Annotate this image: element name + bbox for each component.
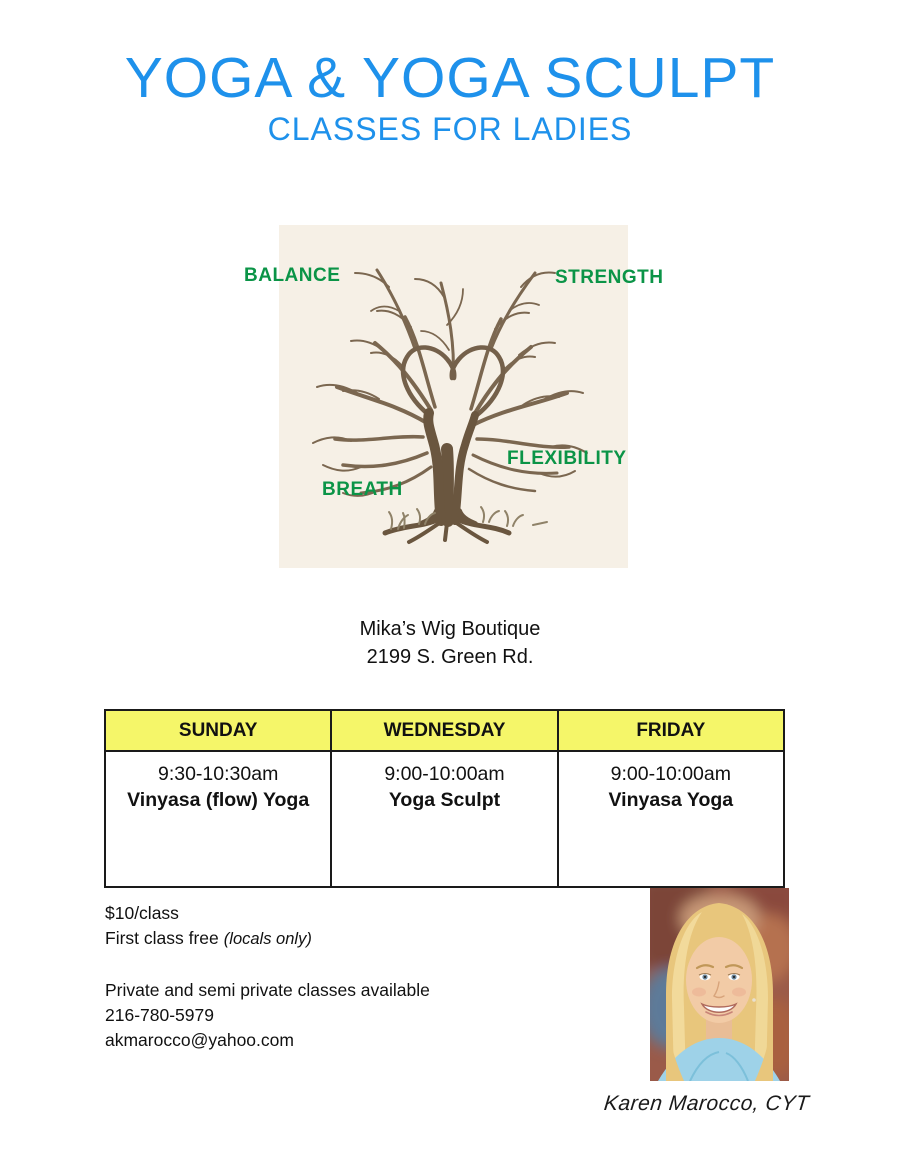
day-header-sunday: SUNDAY bbox=[105, 710, 331, 751]
schedule-cell-wednesday bbox=[331, 751, 557, 887]
venue-name: Mika’s Wig Boutique bbox=[359, 618, 541, 640]
contact-block bbox=[105, 978, 430, 1053]
venue-block bbox=[0, 615, 900, 671]
schedule-cell-sunday bbox=[105, 751, 331, 887]
first-class-offer: First class free bbox=[105, 928, 219, 948]
class-name: Vinyasa Yoga bbox=[608, 789, 734, 811]
page-title: YOGA & YOGA SCULPT bbox=[124, 46, 776, 110]
pricing-block bbox=[105, 901, 312, 952]
tree-label-breath: BREATH bbox=[322, 479, 403, 500]
class-name: Vinyasa (flow) Yoga bbox=[127, 789, 310, 811]
tree-label-strength: STRENGTH bbox=[555, 267, 664, 288]
tree-label-balance: BALANCE bbox=[244, 265, 341, 286]
tree-label-flexibility: FLEXIBILITY bbox=[507, 448, 627, 469]
instructor-signature: Karen Marocco, CYT bbox=[602, 1092, 811, 1115]
class-time: 9:00-10:00am bbox=[610, 763, 731, 785]
schedule-body-row bbox=[105, 751, 784, 887]
class-time: 9:30-10:30am bbox=[157, 763, 279, 785]
page-subtitle: CLASSES FOR LADIES bbox=[267, 111, 633, 147]
schedule-cell-friday bbox=[558, 751, 784, 887]
private-classes-line: Private and semi private classes available bbox=[105, 980, 430, 1000]
instructor-portrait-illustration bbox=[650, 888, 789, 1081]
day-header-wednesday: WEDNESDAY bbox=[331, 710, 557, 751]
venue-address: 2199 S. Green Rd. bbox=[366, 646, 534, 668]
class-schedule-table bbox=[104, 709, 785, 888]
email-address: akmarocco@yahoo.com bbox=[105, 1030, 294, 1050]
day-header-friday: FRIDAY bbox=[558, 710, 784, 751]
phone-number: 216-780-5979 bbox=[105, 1005, 214, 1025]
first-class-line bbox=[105, 926, 312, 952]
schedule-header-row bbox=[105, 710, 784, 751]
class-name: Yoga Sculpt bbox=[388, 789, 501, 811]
instructor-photo bbox=[650, 888, 789, 1081]
first-class-note: (locals only) bbox=[223, 930, 312, 948]
price-per-class: $10/class bbox=[105, 903, 179, 923]
class-time: 9:00-10:00am bbox=[384, 763, 505, 785]
